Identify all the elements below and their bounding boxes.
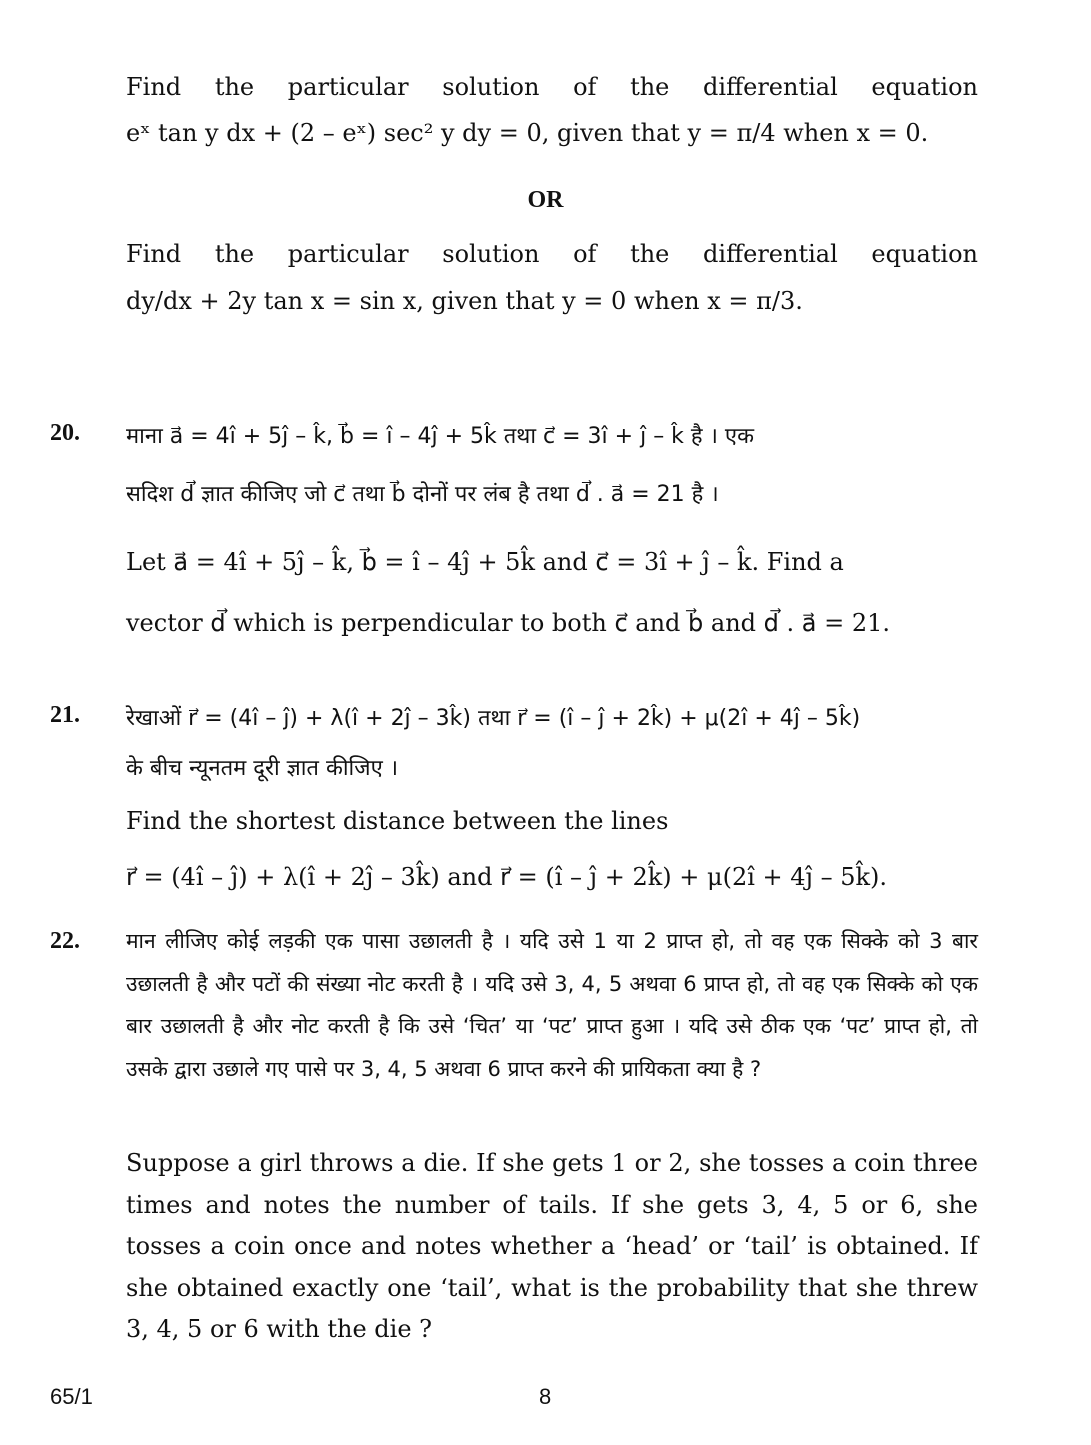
q19-main-equation: eˣ tan y dx + (2 – eˣ) sec² y dy = 0, given that y = π/4 when x = 0. [126,119,929,147]
q20-english-line2: vector d⃗ which is perpendicular to both c⃗ and b⃗ and d⃗ . a⃗ = 21. [126,609,891,637]
paper-code: 65/1 [50,1384,93,1409]
q20-hindi-text1: माना a⃗ = 4î + 5ĵ – k̂, b⃗ = î – 4ĵ + 5k̂ तथा c⃗ = 3î + ĵ – k̂ है । एक [126,424,754,449]
q20-number: 20. [50,420,80,446]
q22-hindi-text: मान लीजिए कोई लड़की एक पासा उछालती है । यदि उसे 1 या 2 प्राप्त हो, तो वह एक सिक्के को 3 बार उछालती है और पटों की संख्या नोट करती है । यदि उसे 3, 4, 5 अथवा 6 प्राप्त हो, तो वह एक सिक्के को एक बार उछालती है और नोट करती है कि उसे ‘चित’ या ‘पट’ प्राप्त हुआ । यदि उसे ठीक एक ‘पट’ प्राप्त हो, तो उसके द्वारा उछाले गए पासे पर 3, 4, 5 अथवा 6 प्राप्त करने की प्रायिकता क्या है ? [126,929,978,1081]
q21-english-line2: r⃗ = (4î – ĵ) + λ(î + 2ĵ – 3k̂) and r⃗ = (î – ĵ + 2k̂) + μ(2î + 4ĵ – 5k̂). [126,863,888,891]
q19-alt-equation: dy/dx + 2y tan x = sin x, given that y = 0 when x = π/3. [126,287,803,315]
q21-hindi-line1 [126,702,1016,734]
q20-hindi-text2: सदिश d⃗ ज्ञात कीजिए जो c⃗ तथा b⃗ दोनों पर लंब है तथा d⃗ . a⃗ = 21 है । [126,482,719,507]
q21-number: 21. [50,702,80,728]
q20-hindi-line2 [126,478,978,510]
q21-hindi-text2: के बीच न्यूनतम दूरी ज्ञात कीजिए । [126,756,399,781]
q22-number: 22. [50,928,80,954]
q20-hindi-line1 [126,420,978,452]
q19-alt-line1: Find the particular solution of the differential equation [126,240,978,268]
or-label: OR [527,187,564,213]
q19-main-line1: Find the particular solution of the differential equation [126,73,978,101]
q22-english-paragraph: Suppose a girl throws a die. If she gets 1 or 2, she tosses a coin three times and notes the number of tails. If she gets 3, 4, 5 or 6, she tosses a coin once and notes whether a ‘head’ or ‘tail’ is obtained. If she obtained exactly one ‘tail’, what is the probability that she threw 3, 4, 5 or 6 with the die ? [126,1149,978,1343]
q21-hindi-line2 [126,752,978,784]
page-number: 8 [539,1384,552,1409]
q20-english-line1: Let a⃗ = 4î + 5ĵ – k̂, b⃗ = î – 4ĵ + 5k̂ and c⃗ = 3î + ĵ – k̂. Find a [126,548,844,576]
q22-hindi-paragraph [126,920,978,1090]
q21-english-line1: Find the shortest distance between the lines [126,807,669,835]
q21-hindi-text1: रेखाओं r⃗ = (4î – ĵ) + λ(î + 2ĵ – 3k̂) तथा r⃗ = (î – ĵ + 2k̂) + μ(2î + 4ĵ – 5k̂) [126,706,861,731]
